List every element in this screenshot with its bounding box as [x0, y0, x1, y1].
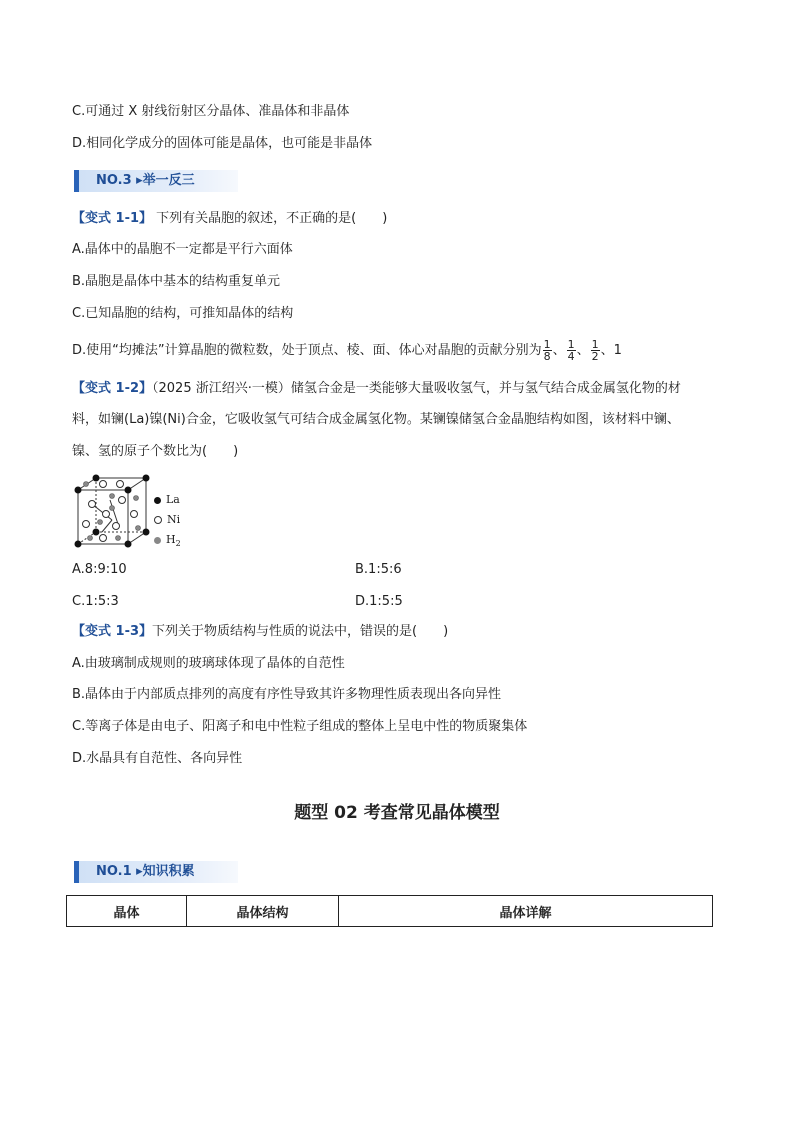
legend-ni: Ni: [154, 513, 180, 527]
question-tag: 【变式 1-2】: [72, 381, 153, 396]
banner-label: NO.1 ▸知识积累: [96, 864, 195, 879]
banner-accent-bar: [74, 170, 79, 192]
section-banner-no3: [74, 170, 238, 192]
question-tag: 【变式 1-3】: [72, 624, 153, 639]
fraction-1-8: $\frac{1}{8}$: [543, 338, 551, 363]
option-c: C.已知晶胞的结构，可推知晶体的结构: [72, 306, 294, 321]
option-a: A.8:9:10: [72, 562, 127, 577]
table-header-row: [67, 896, 713, 927]
question-v1-1-stem: [72, 210, 387, 228]
banner-label: NO.3 ▸举一反三: [96, 173, 195, 188]
crystal-cell-figure: [72, 474, 152, 550]
ni-circle-icon: [154, 516, 162, 524]
option-c: C.等离子体是由电子、阳离子和电中性粒子组成的整体上呈电中性的物质聚集体: [72, 719, 528, 734]
section-heading: 题型 02 考查常见晶体模型: [294, 803, 500, 823]
table-header-cell: 晶体: [67, 896, 187, 927]
crystal-table: [66, 895, 713, 927]
table-header-cell: 晶体结构: [187, 896, 339, 927]
option-a: A.由玻璃制成规则的玻璃球体现了晶体的自范性: [72, 656, 345, 671]
table-header-cell: 晶体详解: [339, 896, 713, 927]
option-c: C.可通过 X 射线衍射区分晶体、准晶体和非晶体: [72, 104, 350, 119]
question-v1-2-stem-line2: 料，如镧(La)镍(Ni)合金，它吸收氢气可结合成金属氢化物。某镧镍储氢合金晶胞结构如图，该材料中镧、: [72, 412, 680, 427]
fraction-last-value: 1: [613, 343, 622, 358]
banner-accent-bar: [74, 861, 79, 883]
option-c: C.1:5:3: [72, 594, 119, 609]
fraction-1-2: $\frac{1}{2}$: [591, 338, 599, 363]
h2-dot-icon: [154, 537, 161, 544]
option-d-text: D.使用“均摊法”计算晶胞的微粒数，处于顶点、棱、面、体心对晶胞的贡献分别为: [72, 343, 542, 358]
option-a: A.晶体中的晶胞不一定都是平行六面体: [72, 242, 293, 257]
question-v1-2-stem-line3: 镍、氢的原子个数比为( ): [72, 444, 239, 459]
option-d: D.相同化学成分的固体可能是晶体，也可能是非晶体: [72, 136, 373, 151]
section-banner-no1: [74, 861, 238, 883]
option-d: D.水晶具有自范性、各向异性: [72, 751, 243, 766]
question-v1-2-stem-line1: [72, 380, 681, 398]
option-b: B.晶胞是晶体中基本的结构重复单元: [72, 274, 281, 289]
legend-la: La: [154, 493, 180, 507]
option-b: B.1:5:6: [355, 562, 402, 577]
option-b: B.晶体由于内部质点排列的高度有序性导致其许多物理性质表现出各向异性: [72, 687, 502, 702]
legend-h2: $H_2$: [154, 533, 181, 551]
option-d: D.1:5:5: [355, 594, 403, 609]
question-stem: 下列关于物质结构与性质的说法中，错误的是( ): [152, 624, 449, 639]
fraction-1-4: $\frac{1}{4}$: [567, 338, 575, 363]
question-v1-3-stem: [72, 623, 448, 641]
question-tag: 【变式 1-1】: [72, 211, 153, 226]
option-d: D.使用“均摊法”计算晶胞的微粒数，处于顶点、棱、面、体心对晶胞的贡献分别为 $\frac{1}{8}$ 、 $\frac{1}{4}$ 、 $\frac{1}{2}$ 、1: [72, 338, 622, 363]
question-stem: 下列有关晶胞的叙述，不正确的是( ): [152, 211, 388, 226]
la-dot-icon: [154, 497, 161, 504]
question-stem: （2025 浙江绍兴·一模）储氢合金是一类能够大量吸收氢气，并与氢气结合成金属氢化物的材: [152, 381, 681, 396]
